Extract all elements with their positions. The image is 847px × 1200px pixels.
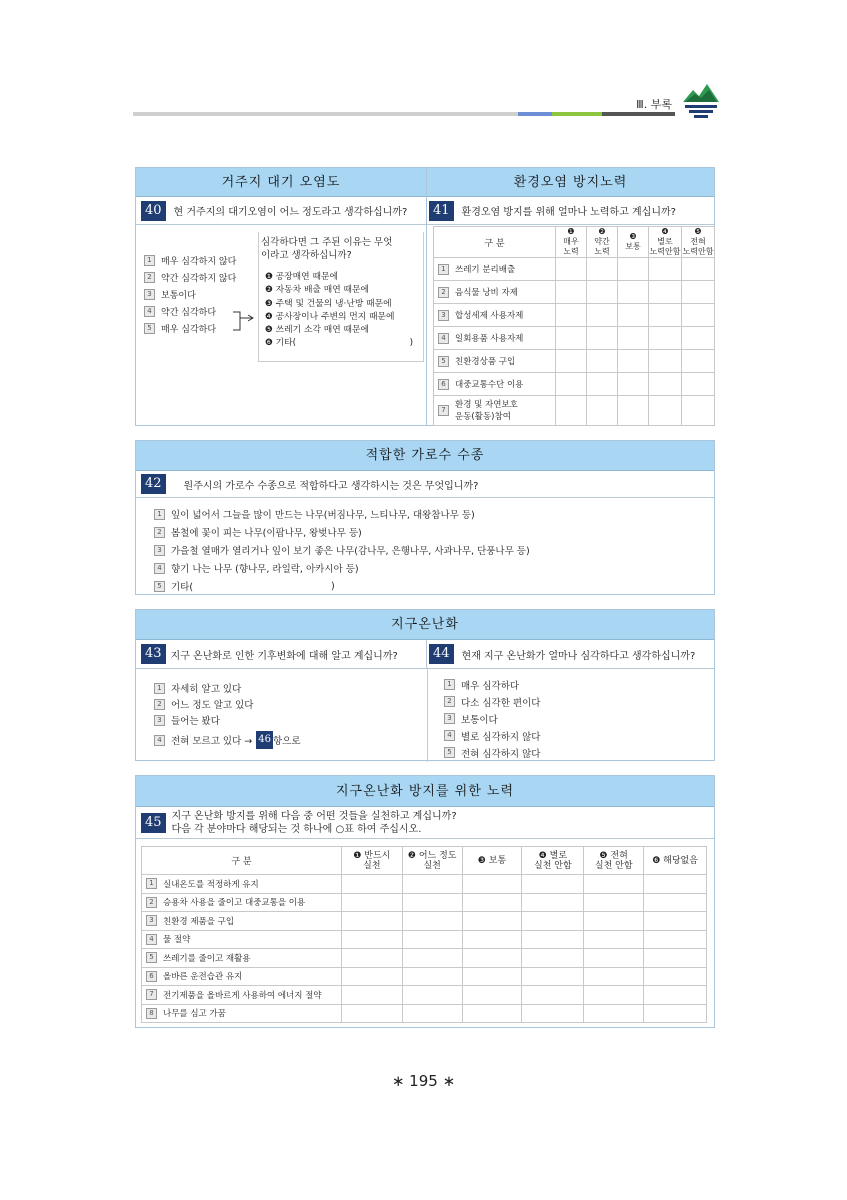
col-header-4: ❹ 별로 노력안함 — [649, 227, 681, 256]
question-text: 지구 온난화로 인한 기후변화에 대해 알고 계십니까? — [170, 650, 398, 662]
col-header-5: ❺ 전혀 노력안함 — [682, 227, 714, 256]
col-header-category: 구 분 — [142, 847, 342, 875]
table-row: 1 실내온도를 적정하게 유지 — [142, 875, 707, 894]
mountain-logo-icon — [681, 80, 721, 122]
question-42 — [136, 471, 714, 498]
goto-question-badge: 46 — [256, 731, 273, 749]
q44-options — [444, 676, 540, 761]
option-3[interactable]: 3 들어는 봤다 — [154, 712, 301, 728]
col-header-2: ❷ 어느 정도 실천 — [402, 847, 462, 875]
question-44 — [427, 640, 695, 668]
question-number: 41 — [429, 201, 454, 221]
question-45 — [136, 807, 714, 839]
section-label: Ⅲ. 부록 — [636, 98, 672, 111]
q43-options — [154, 680, 301, 752]
question-number: 44 — [429, 644, 454, 664]
section-title: 거주지 대기 오염도 — [136, 168, 426, 197]
col-header-6: ❻ 해당없음 — [644, 847, 707, 875]
question-number: 42 — [141, 474, 166, 494]
col-header-2: ❷ 약간 노력 — [587, 227, 618, 258]
question-number: 45 — [141, 813, 166, 833]
question-text: 원주시의 가로수 수종으로 적합하다고 생각하시는 것은 무엇입니까? — [183, 480, 479, 492]
col-header-3: ❸ 보통 — [462, 847, 522, 875]
col-header-1: ❶ 반드시 실천 — [341, 847, 402, 875]
table-row: 7 환경 및 자연보호 운동(활동)참여 — [434, 396, 715, 426]
table-row: 2 음식물 낭비 자제 — [434, 281, 715, 304]
reason-3[interactable]: ❸ 주택 및 건물의 냉·난방 때문에 — [265, 298, 392, 309]
question-text: 현재 지구 온난화가 얼마나 심각하다고 생각하십니까? — [461, 650, 696, 662]
global-warming-section — [135, 609, 715, 761]
option-1[interactable]: 1 매우 심각하다 — [444, 676, 540, 693]
table-row: 1 쓰레기 분리배출 — [434, 258, 715, 281]
table-row: 3 합성세제 사용자제 — [434, 304, 715, 327]
subquestion-text-2: 이라고 생각하십니까? — [261, 250, 352, 261]
divider — [427, 669, 428, 762]
table-row: 5 친환경상품 구입 — [434, 350, 715, 373]
question-text-1: 지구 온난화 방지를 위해 다음 중 어떤 것들을 실천하고 계십니까? — [171, 810, 457, 822]
option-1[interactable]: 1 자세히 알고 있다 — [154, 680, 301, 696]
header-rule-dark — [602, 112, 675, 116]
pollution-prevention-section — [426, 167, 715, 426]
option-2[interactable]: 2 봄철에 꽃이 피는 나무(이팝나무, 왕벚나무 등) — [154, 523, 530, 541]
question-text: 현 거주지의 대기오염이 어느 정도라고 생각하십니까? — [173, 207, 408, 218]
table-row: 7 전기제품을 올바르게 사용하여 에너지 절약 — [142, 986, 707, 1005]
col-header-4: ❹ 별로 실천 안함 — [522, 847, 584, 875]
option-3[interactable]: 3 보통이다 — [144, 286, 236, 303]
air-pollution-section — [135, 167, 427, 426]
question-40 — [136, 197, 426, 225]
option-2[interactable]: 2 다소 심각한 편이다 — [444, 693, 540, 710]
goto-suffix: 항으로 — [273, 736, 301, 747]
option-4[interactable]: 4 별로 심각하지 않다 — [444, 727, 540, 744]
section-title: 지구온난화 방지를 위한 노력 — [136, 776, 714, 807]
street-trees-section — [135, 440, 715, 595]
bracket-arrow-icon — [232, 308, 256, 334]
option-1[interactable]: 1 잎이 넓어서 그늘을 많이 만드는 나무(버짐나무, 느티나무, 대왕참나무 등) — [154, 505, 530, 523]
option-4[interactable]: 4 약간 심각하다 — [144, 303, 236, 320]
table-row: 4 물 절약 — [142, 930, 707, 949]
q40-subquestion — [258, 232, 424, 362]
warming-prevention-section — [135, 775, 715, 1028]
q40-options — [144, 252, 236, 337]
question-43 — [136, 640, 427, 668]
reason-1[interactable]: ❶ 공장매연 때문에 — [265, 272, 338, 282]
header-rule-blue — [518, 112, 552, 116]
question-text: 환경오염 방지를 위해 얼마나 노력하고 계십니까? — [461, 207, 676, 218]
table-row: 8 나무를 심고 가꿈 — [142, 1004, 707, 1023]
col-header-category: 구 분 — [434, 227, 556, 258]
q42-options — [154, 505, 530, 595]
col-header-5: ❺ 전혀 실천 안함 — [584, 847, 644, 875]
table-row: 6 대중교통수단 이용 — [434, 373, 715, 396]
option-2[interactable]: 2 어느 정도 알고 있다 — [154, 696, 301, 712]
option-4[interactable]: 4 전혀 모르고 있다 → 46 항으로 — [154, 728, 301, 752]
table-row: 5 쓰레기를 줄이고 재활용 — [142, 949, 707, 968]
reason-6[interactable]: ❻ 기타( ) — [265, 338, 413, 349]
section-title: 환경오염 방지노력 — [427, 168, 714, 197]
question-number: 43 — [141, 644, 166, 664]
col-header-3: ❸ 보통 — [618, 227, 649, 258]
reason-5[interactable]: ❺ 쓰레기 소각 매연 때문에 — [265, 325, 370, 336]
reason-2[interactable]: ❷ 자동차 배출 매연 때문에 — [265, 285, 370, 296]
page-number: ∗ 195 ∗ — [391, 1072, 456, 1090]
reason-4[interactable]: ❹ 공사장이나 주변의 먼지 때문에 — [265, 311, 395, 322]
option-4[interactable]: 4 향기 나는 나무 (향나무, 라일락, 아카시아 등) — [154, 559, 530, 577]
option-2[interactable]: 2 약간 심각하지 않다 — [144, 269, 236, 286]
question-number: 40 — [141, 201, 166, 221]
option-3[interactable]: 3 가을철 열매가 열리거나 잎이 보기 좋은 나무(감나무, 은행나무, 사과나무, 단풍나무 등) — [154, 541, 530, 559]
question-row — [136, 640, 714, 669]
question-41 — [427, 197, 714, 225]
option-5[interactable]: 5 전혀 심각하지 않다 — [444, 744, 540, 761]
prevention-table — [433, 226, 715, 426]
table-row: 3 친환경 제품을 구입 — [142, 912, 707, 931]
question-text-2: 다음 각 분야마다 해당되는 것 하나에 ○표 하여 주십시오. — [171, 823, 422, 835]
subquestion-text-1: 심각하다면 그 주된 이유는 무엇 — [261, 237, 393, 248]
option-5[interactable]: 5 기타( ) — [154, 577, 530, 595]
section-title: 적합한 가로수 수종 — [136, 441, 714, 471]
option-5[interactable]: 5 매우 심각하다 — [144, 320, 236, 337]
practice-table — [141, 846, 707, 1023]
col-header-1: ❶ 매우 노력 — [556, 227, 587, 258]
section-title: 지구온난화 — [136, 610, 714, 640]
option-1[interactable]: 1 매우 심각하지 않다 — [144, 252, 236, 269]
table-row: 2 승용차 사용을 줄이고 대중교통을 이용 — [142, 893, 707, 912]
table-row: 6 올바른 운전습관 유지 — [142, 967, 707, 986]
header-rule-green — [552, 112, 602, 116]
option-3[interactable]: 3 보통이다 — [444, 710, 540, 727]
table-row: 4 일회용품 사용자제 — [434, 327, 715, 350]
